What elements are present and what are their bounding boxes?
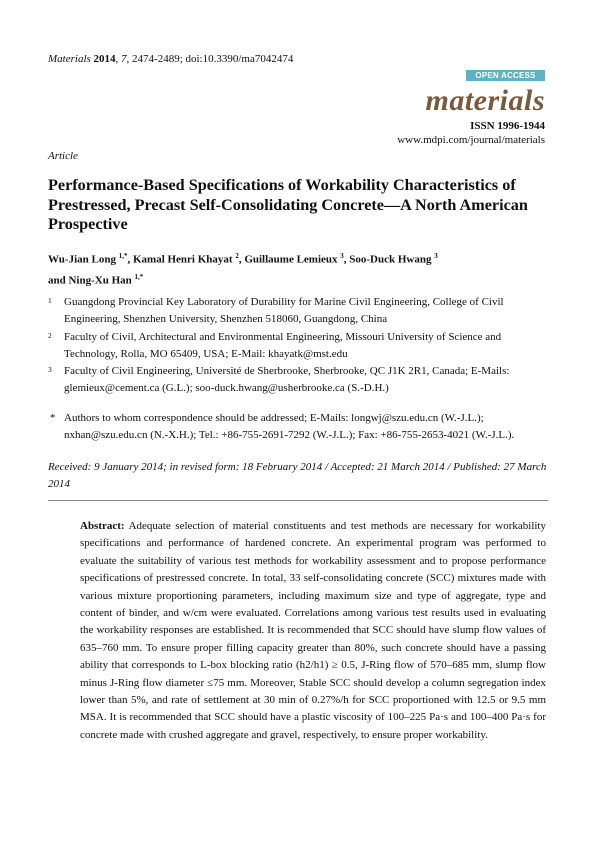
abstract [80, 518, 546, 744]
affiliation-2 [48, 329, 548, 363]
open-access-badge: OPEN ACCESS [466, 70, 545, 81]
author-name: Soo-Duck Hwang [349, 253, 432, 266]
paper-title: Performance-Based Specifications of Workability Characteristics of Prestressed, Precast Self-Consolidating Concrete—A North American Prospective [48, 176, 528, 233]
author-affil-sup: 1,* [134, 272, 144, 281]
affiliation-text: Faculty of Civil Engineering, Université de Sherbrooke, Sherbrooke, QC J1K 2R1, Canada; E-Mails: glemieux@cement.ca (G.L.); soo-duck.hwang@usherbrooke.ca (S.-D.H.) [64, 365, 510, 394]
author-name: and Ning-Xu Han [48, 274, 132, 287]
author-affil-sup: 2 [235, 252, 239, 260]
correspondence-text: Authors to whom correspondence should be addressed; E-Mails: longwj@szu.edu.cn (W.-J.L.); nxhan@szu.edu.cn (N.-X.H.); Tel.: +86-755-2691-7292 (W.-J.L.); Fax: +86-755-2653-4021 (W.-J.L.). [64, 412, 515, 441]
affiliation-1 [48, 294, 548, 328]
journal-logo: materials [425, 84, 545, 117]
author-list [48, 248, 548, 289]
author-name: Guillaume Lemieux [244, 253, 338, 266]
affiliation-3 [48, 363, 548, 397]
affiliation-number: 3 [48, 365, 52, 374]
author-affil-sup: 3 [340, 252, 344, 260]
correspondence-note [48, 410, 548, 444]
author-affil-sup: 1,* [118, 252, 128, 260]
author-separator: , [127, 253, 133, 266]
citation-year: 2014 [93, 53, 116, 65]
article-type: Article [48, 150, 78, 162]
author-name: Kamal Henri Khayat [132, 253, 233, 266]
author-separator: , [238, 253, 245, 266]
affiliation-number: 1 [48, 296, 52, 305]
section-divider [48, 500, 548, 501]
publication-dates: Received: 9 January 2014; in revised form: 18 February 2014 / Accepted: 21 March 2014 / Published: 27 March 2014 [48, 461, 547, 490]
asterisk-mark: * [50, 412, 56, 424]
affiliation-text: Guangdong Provincial Key Laboratory of Durability for Marine Civil Engineering, College of Civil Engineering, Shenzhen University, Shenzhen 518060, Guangdong, China [64, 296, 504, 325]
abstract-label: Abstract: [80, 520, 125, 532]
affiliation-text: Faculty of Civil, Architectural and Environmental Engineering, Missouri University of Science and Technology, Rolla, MO 65409, USA; E-Mail: khayatk@mst.edu [64, 331, 502, 360]
journal-url[interactable]: www.mdpi.com/journal/materials [397, 134, 545, 146]
citation-volume: 7 [121, 53, 127, 65]
affiliation-number: 2 [48, 331, 52, 340]
author-affil-sup: 3 [434, 252, 438, 260]
author-name: Wu-Jian Long [48, 253, 116, 266]
author-separator: , [343, 253, 350, 266]
issn: ISSN 1996-1944 [470, 120, 545, 132]
abstract-text: Adequate selection of material constituents and test methods are necessary for workability specifications and performance of hardened concrete. An experimental program was performed to evaluate the suitability of various test methods for workability assessment and to propose performance specifications of prestressed concrete. In total, 33 self-consolidating concrete (SCC) mixtures made with various mixture proportioning parameters, including maximum size and type of aggregate, type and content of binder, and w/cm were evaluated. Correlations among various test results used in evaluating the workability responses are established. It is recommended that SCC should have slump flow values of 635–760 mm. To ensure proper filling capacity greater than 80%, such concrete should have a passing ability that corresponds to L-box blocking ratio (h2/h1) ≥ 0.5, J-Ring flow of 570–685 mm, slump flow minus J-Ring flow diameter ≤75 mm. Moreover, Stable SCC should develop a column segregation index lower than 5%, and rate of settlement at 30 min of 0.27%/h for SCC proportioned with 12.5 or 9.5 mm MSA. It is recommended that SCC should have a plastic viscosity of 100–225 Pa·s and 100–400 Pa·s for concrete made with crushed aggregate and gravel, respectively, to ensure proper workability. [80, 520, 546, 741]
citation-line: Materials 2014, 7, 2474-2489; doi:10.3390/ma7042474 [48, 53, 294, 65]
citation-pages-doi: , 2474-2489; doi:10.3390/ma7042474 [126, 53, 294, 65]
citation-journal: Materials [48, 53, 91, 65]
